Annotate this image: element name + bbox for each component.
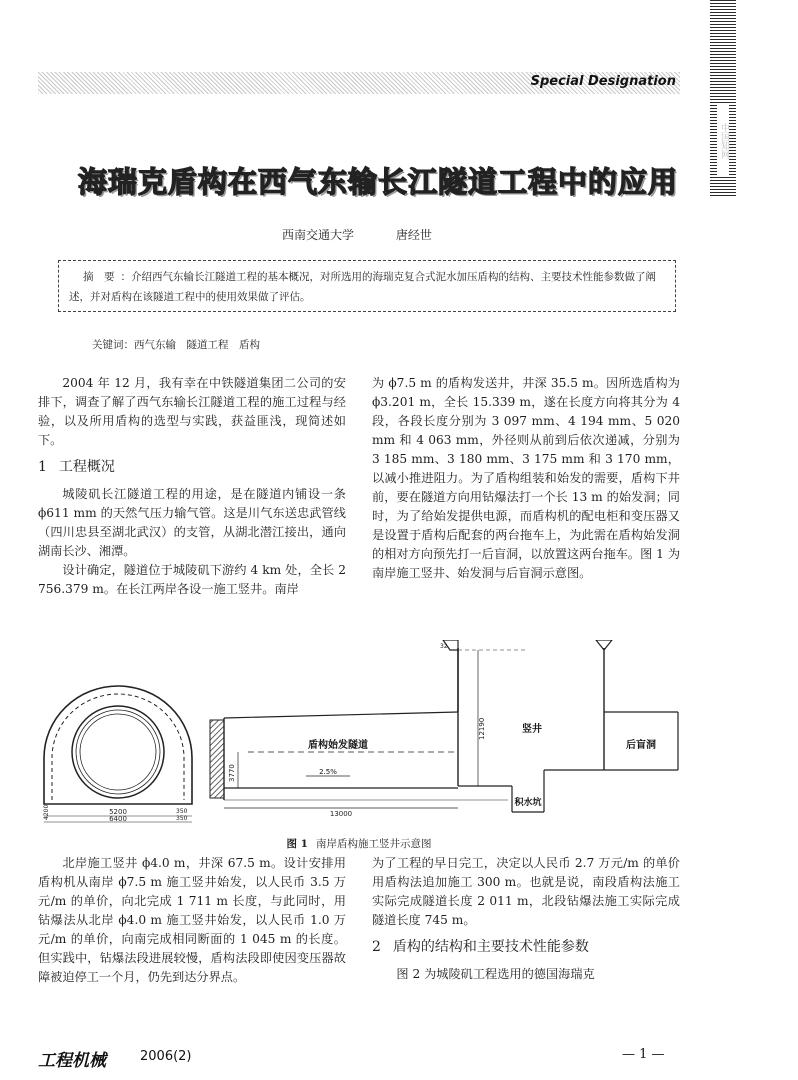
- abstract-text: ：介绍西气东输长江隧道工程的基本概况，对所选用的海瑞克复合式泥水加压盾构的结构、主要技术性能参数做了阐述，并对盾构在该隧道工程中的使用效果做了评估。: [69, 271, 656, 303]
- paragraph: 2004 年 12 月，我有幸在中铁隧道集团二公司的安排下，调查了解了西气东输长江隧道工程的施工过程与经验，以及所用盾构的选型与实践，获益匪浅，现简述如下。: [38, 376, 346, 447]
- section-heading-1: [38, 458, 346, 477]
- edge-watermark: 中国知网: [717, 105, 729, 177]
- keywords: 关键词：西气东输 隧道工程 盾构: [92, 339, 260, 351]
- figure-caption: [38, 836, 680, 851]
- label-tunnel: 盾构始发隧道: [308, 740, 368, 751]
- paragraph: 为了工程的早日完工，决定以人民币 2.7 万元/m 的单价用盾构法追加施工 300 m。也就是说，南段盾构法施工实际完成隧道长度 2 011 m，北段钻爆法施工实际完成隧道长度 745 m。: [372, 856, 680, 927]
- figure-number: 图 1: [286, 838, 308, 850]
- dim-label: 6400: [109, 815, 127, 823]
- page-number: — 1 —: [622, 1047, 665, 1062]
- paragraph: 图 2 为城陵矶工程选用的德国海瑞克: [396, 967, 595, 981]
- label-back-cave: 后盲洞: [626, 740, 656, 751]
- paragraph: 北岸施工竖井 ϕ4.0 m，井深 67.5 m。设计安排用盾构机从南岸 ϕ7.5 m 施工竖井始发，以人民币 3.5 万元/m 的单价，向北完成 1 711 m 长度，与此同时，用钻爆法从北岸 ϕ4.0 m 施工竖井始发，以人民币 1.0 万元/m 的单价，向南完成相同断面的 1 045 m 的长度。但实践中，钻爆法段进展较慢，盾构法段即使因变压器故障被迫停工一个月，仍先到达分界点。: [38, 856, 346, 984]
- author-affiliation: 西南交通大学: [282, 228, 355, 242]
- section-number: 2: [372, 939, 381, 955]
- section-number: 1: [38, 459, 47, 475]
- dim-label: 4200: [43, 804, 50, 820]
- column-label: Special Designation: [530, 74, 676, 89]
- text-column-1: [38, 374, 346, 599]
- paragraph: 为 ϕ7.5 m 的盾构发送井，井深 35.5 m。因所选盾构为 ϕ3.201 m，全长 15.339 m，遂在长度方向将其分为 4 段，各段长度分别为 3 097 mm、4 194 mm、5 020 mm 和 4 063 mm，外径则从前到后依次递减，分别为 3 185 mm、3 180 mm、3 175 mm 和 3 170 mm，以减小推进阻力。为了盾构组装和始发的需要，盾构下井前，要在隧道方向用钻爆法打一个长 13 m 的始发洞；同时，为了给始发提供电源，而盾构机的配电柜和变压器又是设置于盾构后配套的两台拖车上，为此需在盾构始发洞的相对方向预先打一后盲洞，以放置这两台拖车。图 1 为南岸施工竖井、始发洞与后盲洞示意图。: [372, 376, 681, 580]
- figure-caption-text: 南岸盾构施工竖井示意图: [315, 838, 432, 850]
- paragraph: 设计确定，隧道位于城陵矶下游约 4 km 处，全长 2 756.379 m。在长江两岸各设一施工竖井。南岸: [38, 563, 346, 596]
- author-line: [282, 226, 432, 243]
- longitudinal-section: [210, 640, 678, 818]
- dim-label: 3770: [228, 764, 236, 782]
- label-shaft: 竖井: [522, 724, 542, 735]
- text-column-3: [38, 854, 346, 987]
- section-heading-2: [372, 938, 680, 957]
- abstract-label: 摘 要: [83, 271, 115, 283]
- text-column-4: [372, 854, 680, 984]
- shaft-diagram: [38, 640, 680, 830]
- section-title: 工程概况: [58, 459, 115, 475]
- dim-label: 13000: [329, 810, 353, 818]
- tunnel-cross-section: [43, 686, 192, 823]
- article-title: 海瑞克盾构在西气东输长江隧道工程中的应用: [77, 165, 678, 199]
- journal-brand: 工程机械: [38, 1051, 106, 1071]
- dim-label: 32: [440, 643, 448, 650]
- dim-label: 5200: [109, 808, 127, 816]
- journal-issue: 2006(2): [140, 1049, 192, 1064]
- text-column-2: [372, 374, 680, 583]
- dim-label: 350: [176, 808, 188, 815]
- dim-label: 350: [176, 815, 188, 822]
- author-name: 唐经世: [395, 228, 432, 242]
- abstract-box: [58, 260, 676, 312]
- figure-1: [38, 640, 680, 850]
- label-sump: 积水坑: [514, 798, 542, 808]
- column-header-band: [38, 72, 680, 94]
- section-title: 盾构的结构和主要技术性能参数: [392, 939, 589, 955]
- paragraph: 城陵矶长江隧道工程的用途，是在隧道内铺设一条 ϕ611 mm 的天然气压力输气管。这是川气东送忠武管线（四川忠县至湖北武汉）的支管，从湖北潜江接出，通向湖南长沙、湘潭。: [38, 487, 346, 558]
- dim-label: 12190: [478, 717, 486, 740]
- label-slope: 2.5%: [319, 768, 337, 776]
